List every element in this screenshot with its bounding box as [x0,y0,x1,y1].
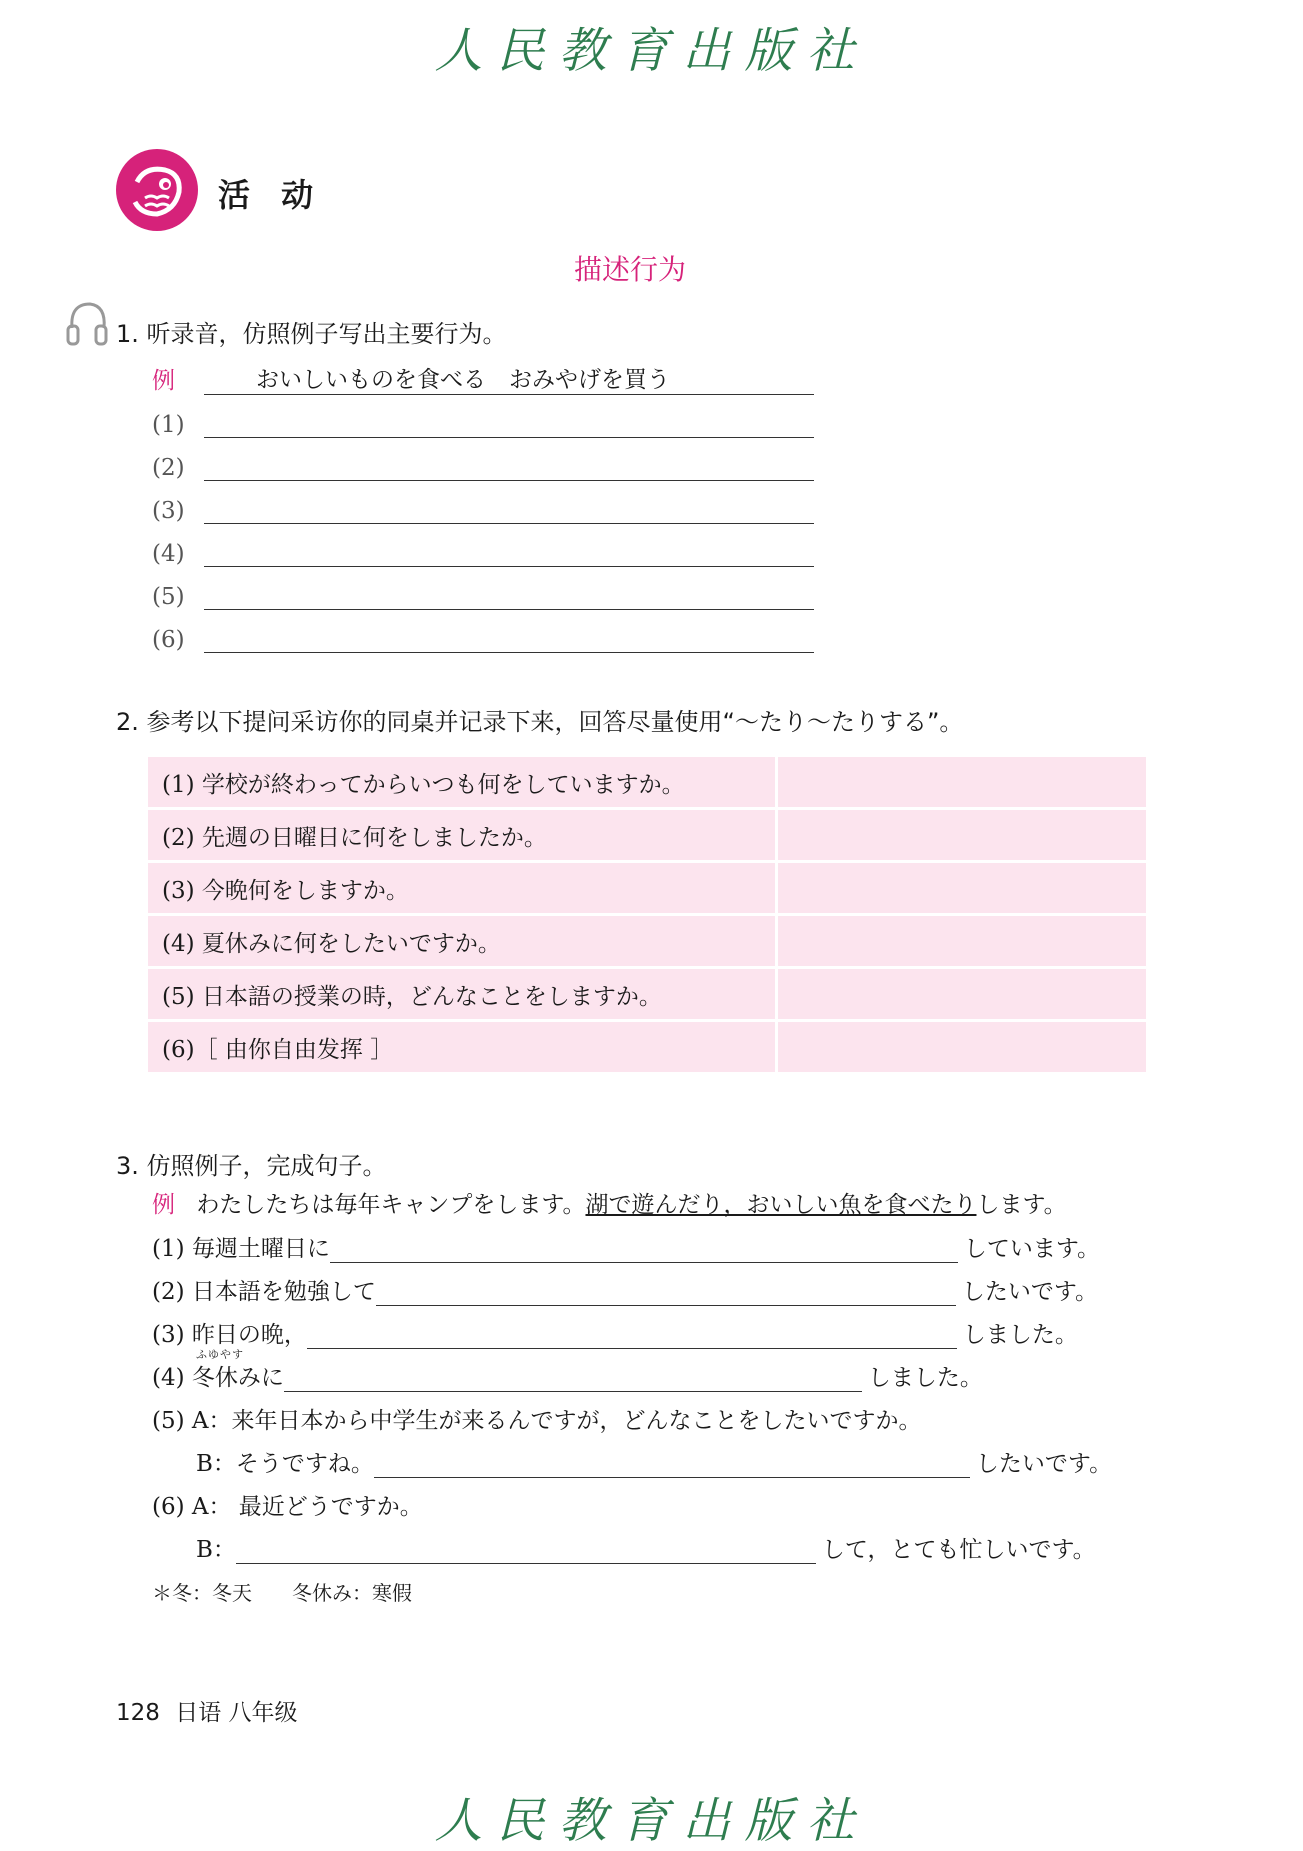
answer-blank[interactable] [284,1367,862,1392]
item-suffix: しています。 [963,1236,1101,1262]
publisher-watermark-bottom: 人民教育出版社 [434,1793,869,1849]
answer-blank[interactable] [330,1238,958,1263]
q1-row [152,438,814,481]
book-title: 日语 八年级 [175,1700,298,1726]
section-title: 活 动 [218,176,324,214]
answer-blank[interactable] [376,1281,956,1306]
row-number: (4) [152,541,185,567]
q3-item-1 [152,1230,1100,1263]
q3-item-5b [196,1445,1112,1478]
row-number: (2) [152,455,185,481]
example-underlined: 湖で遊んだり，おいしい魚を食べたり [585,1192,977,1218]
item-prefix: B： [196,1537,236,1563]
q1-row [152,567,814,610]
page-footer [116,1694,298,1727]
table-row [148,1022,1146,1072]
answer-cell[interactable] [778,969,1146,1019]
q2-label: 2. 参考以下提问采访你的同桌并记录下来，回答尽量使用“～たり～たりする”。 [116,708,964,736]
answer-line[interactable] [204,450,814,481]
answer-line[interactable] [204,536,814,567]
item-prefix: B：そうですね。 [196,1451,374,1477]
example-mark: 例 [152,368,175,394]
question-cell: (4) 夏休みに何をしたいですか。 [148,916,775,966]
q1-example-answer: おいしいものを食べる おみやげを買う [204,365,814,395]
answer-line[interactable] [204,407,814,438]
headphones-icon [64,298,108,350]
q3-item-3 [152,1316,1078,1349]
item-suffix: したいです。 [975,1451,1113,1477]
answer-cell[interactable] [778,810,1146,860]
answer-line[interactable] [204,493,814,524]
footnote: ＊冬：冬天 冬休み：寒假 [152,1581,412,1605]
item-suffix: しました。 [962,1322,1078,1348]
q3-item-2 [152,1273,1098,1306]
answer-line[interactable] [204,622,814,653]
q3-label: 3. 仿照例子，完成句子。 [116,1152,387,1180]
question-cell: (1) 学校が終わってからいつも何をしていますか。 [148,757,775,807]
q1-row [152,610,814,653]
answer-blank[interactable] [307,1324,957,1349]
q1-lines [152,352,814,653]
q3-item-6a: (6) A： 最近どうですか。 [152,1494,423,1520]
q3-example [152,1186,1067,1219]
page-subtitle: 描述行为 [573,253,686,286]
item-prefix: (4) 冬休みに [152,1365,284,1391]
publisher-watermark-top: 人民教育出版社 [434,23,869,79]
row-number: (5) [152,584,185,610]
table-row [148,916,1146,966]
q2-table [145,754,1149,1075]
q1-row [152,395,814,438]
table-row [148,757,1146,807]
answer-cell[interactable] [778,757,1146,807]
q1-label: 1. 听录音，仿照例子写出主要行为。 [116,320,507,348]
table-row [148,863,1146,913]
page-number: 128 [116,1700,160,1726]
answer-blank[interactable] [374,1453,970,1478]
answer-cell[interactable] [778,1022,1146,1072]
item-prefix: (2) 日本語を勉強して [152,1279,376,1305]
item-suffix: しました。 [867,1365,983,1391]
q1-row [152,524,814,567]
question-cell: (5) 日本語の授業の時，どんなことをしますか。 [148,969,775,1019]
item-suffix: したいです。 [961,1279,1099,1305]
example-post: します。 [976,1192,1067,1218]
example-mark: 例 [152,1192,175,1218]
item-prefix: (1) 毎週土曜日に [152,1236,330,1262]
answer-cell[interactable] [778,916,1146,966]
fish-icon [115,148,199,232]
q3-item-6b [196,1531,1096,1564]
table-row [148,969,1146,1019]
furigana: ふゆやす [196,1348,244,1361]
q1-row [152,481,814,524]
q1-example-row [152,352,814,395]
answer-line[interactable] [204,579,814,610]
question-cell: (6)［ 由你自由发挥 ］ [148,1022,775,1072]
row-number: (1) [152,412,185,438]
q3-item-5a: (5) A：来年日本から中学生が来るんですが，どんなことをしたいですか。 [152,1408,922,1434]
question-cell: (2) 先週の日曜日に何をしましたか。 [148,810,775,860]
item-prefix: (3) 昨日の晩， [152,1322,307,1348]
item-suffix: して，とても忙しいです。 [821,1537,1096,1563]
answer-cell[interactable] [778,863,1146,913]
question-cell: (3) 今晩何をしますか。 [148,863,775,913]
row-number: (3) [152,498,185,524]
example-pre: わたしたちは毎年キャンプをします。 [196,1192,586,1218]
table-row [148,810,1146,860]
q3-item-4 [152,1359,983,1392]
answer-blank[interactable] [236,1539,816,1564]
row-number: (6) [152,627,185,653]
